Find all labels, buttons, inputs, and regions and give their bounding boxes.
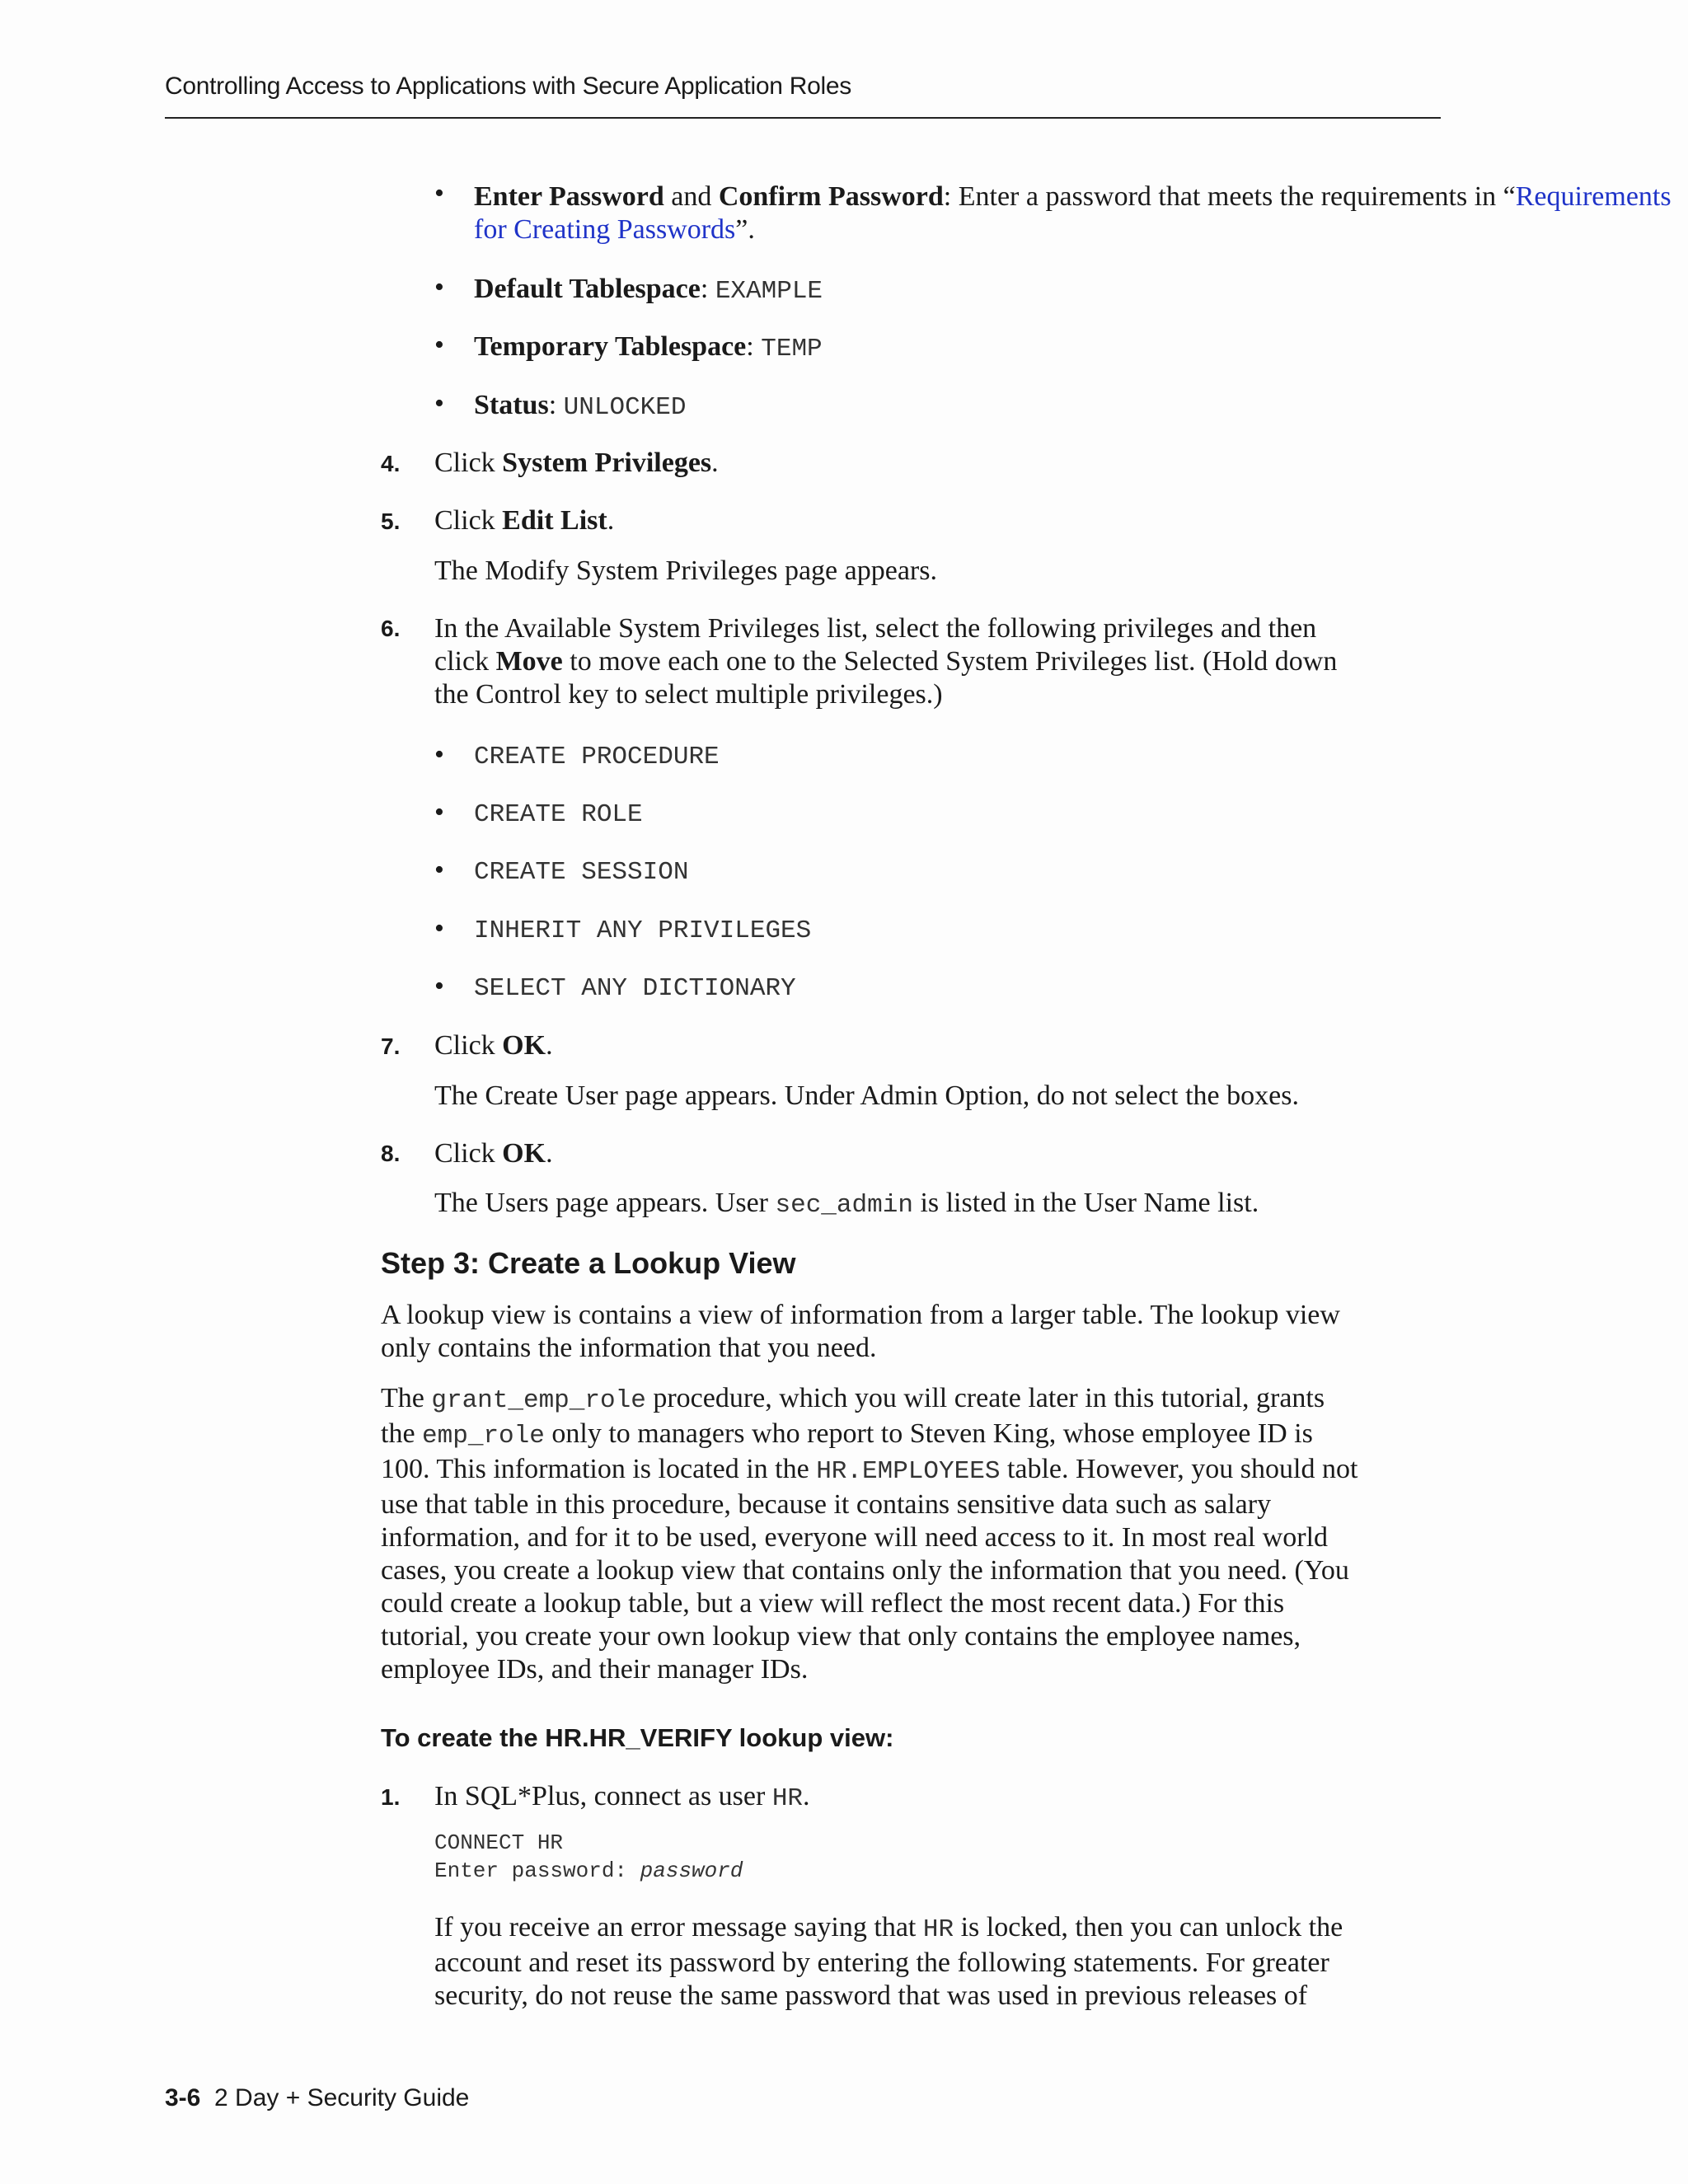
privilege-item: INHERIT ANY PRIVILEGES bbox=[474, 916, 812, 945]
procedure-step-1: In SQL*Plus, connect as user HR. bbox=[434, 1781, 810, 1813]
step-number: 8. bbox=[381, 1141, 401, 1166]
step-number: 6. bbox=[381, 616, 401, 641]
privilege-item: CREATE ROLE bbox=[474, 800, 643, 829]
step-number: 5. bbox=[381, 509, 401, 534]
bullet-icon: • bbox=[434, 388, 444, 419]
bullet-password: Enter Password and Confirm Password: Enter a password that meets the requirements in “Requirements for Creating Passwords”. bbox=[474, 181, 1672, 245]
step-4: Click System Privileges. bbox=[434, 448, 719, 478]
lookup-view-intro: A lookup view is contains a view of information from a larger table. The lookup view only contains the information that you need. bbox=[381, 1300, 1340, 1363]
step-7: Click OK. bbox=[434, 1030, 553, 1061]
step-8-note: The Users page appears. User sec_admin is listed in the User Name list. bbox=[434, 1188, 1259, 1220]
bullet-icon: • bbox=[434, 178, 444, 209]
step-5-note: The Modify System Privileges page appears. bbox=[434, 555, 937, 586]
bullet-icon: • bbox=[434, 971, 444, 1001]
running-header: Controlling Access to Applications with Secure Application Roles bbox=[165, 73, 851, 100]
section-heading: Step 3: Create a Lookup View bbox=[381, 1246, 796, 1280]
bullet-default-tablespace: Default Tablespace: EXAMPLE bbox=[474, 274, 823, 306]
step-5: Click Edit List. bbox=[434, 505, 615, 536]
bullet-icon: • bbox=[434, 272, 444, 302]
bullet-icon: • bbox=[434, 739, 444, 770]
step-number: 4. bbox=[381, 451, 401, 476]
bullet-icon: • bbox=[434, 855, 444, 885]
privilege-item: SELECT ANY DICTIONARY bbox=[474, 974, 796, 1003]
privilege-item: CREATE SESSION bbox=[474, 858, 689, 887]
procedure-heading: To create the HR.HR_VERIFY lookup view: bbox=[381, 1723, 894, 1752]
bullet-icon: • bbox=[434, 797, 444, 827]
step-8: Click OK. bbox=[434, 1138, 553, 1169]
privilege-item: CREATE PROCEDURE bbox=[474, 743, 720, 771]
step-number: 1. bbox=[381, 1784, 401, 1810]
bullet-icon: • bbox=[434, 913, 444, 944]
header-rule bbox=[165, 117, 1441, 119]
page-footer bbox=[165, 2084, 469, 2112]
step-7-note: The Create User page appears. Under Admin Option, do not select the boxes. bbox=[434, 1080, 1299, 1111]
page-number: 3-6 bbox=[165, 2084, 201, 2111]
bullet-temporary-tablespace: Temporary Tablespace: TEMP bbox=[474, 331, 823, 363]
locked-account-note: If you receive an error message saying that HR is locked, then you can unlock the account and reset its password by entering the following statements. For greater security, do not reuse the same password that was used in previous releases of bbox=[434, 1912, 1343, 2011]
requirements-link[interactable]: Requirements for Creating Passwords bbox=[474, 181, 1672, 245]
bullet-icon: • bbox=[434, 330, 444, 360]
code-example: CONNECT HR Enter password: password bbox=[434, 1830, 743, 1883]
book-title: 2 Day + Security Guide bbox=[214, 2084, 470, 2111]
step-number: 7. bbox=[381, 1033, 401, 1059]
bullet-status: Status: UNLOCKED bbox=[474, 390, 687, 422]
lookup-view-paragraph: The grant_emp_role procedure, which you will create later in this tutorial, grants the emp_role only to managers who report to Steven King, whose employee ID is 100. This information is located in the HR.EMPLOYEES table. However, you should not use that table in this procedure, because it contains sensitive data such as salary information, and for it to be used, everyone will need access to it. In most real world cases, you create a lookup view that contains only the information that you need. (You could create a lookup table, but a view will reflect the most recent data.) For this tutorial, you create your own lookup view that only contains the employee names, employee IDs, and their manager IDs. bbox=[381, 1383, 1358, 1685]
step-6: In the Available System Privileges list, select the following privileges and then click Move to move each one to the Selected System Privileges list. (Hold down the Control key to select multiple privileges.) bbox=[434, 613, 1338, 710]
